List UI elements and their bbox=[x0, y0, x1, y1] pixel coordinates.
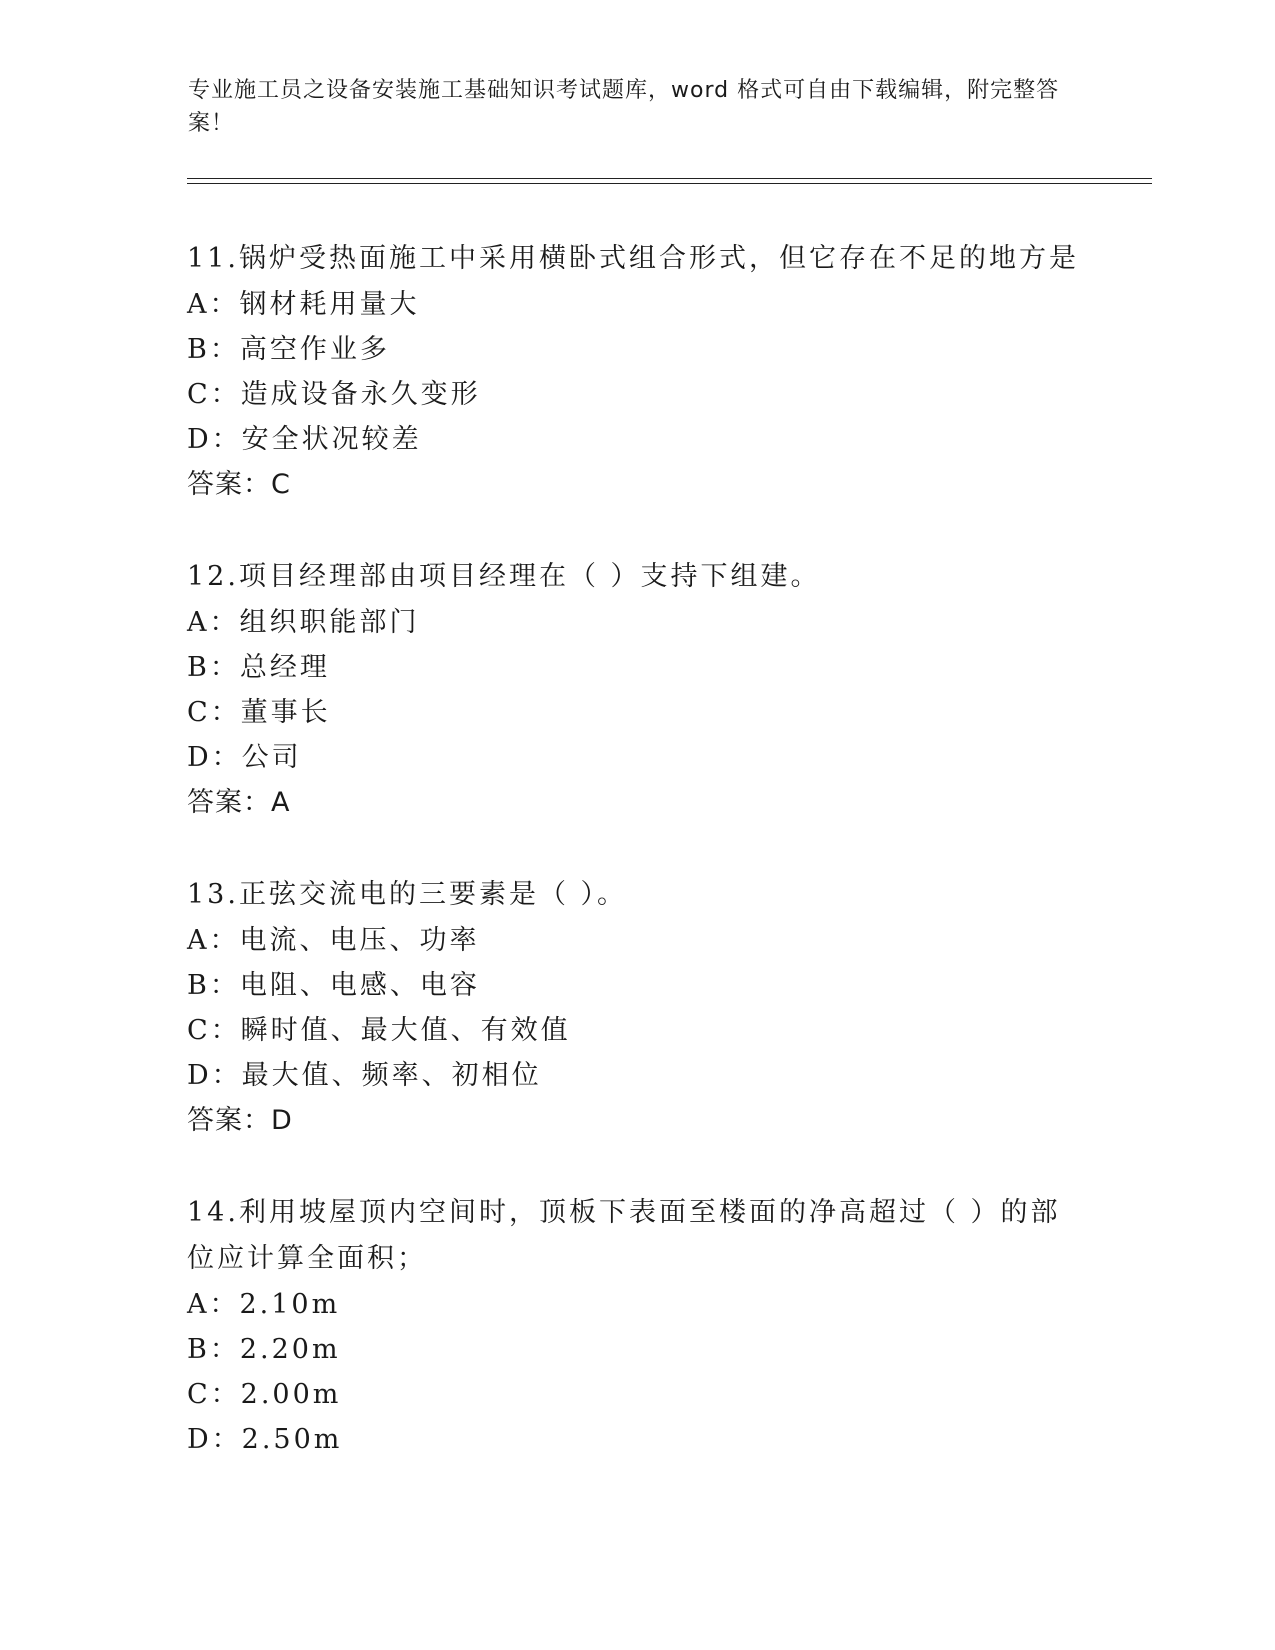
question-stem: 12.项目经理部由项目经理在（ ）支持下组建。 bbox=[187, 561, 821, 592]
question-list bbox=[187, 236, 1087, 1509]
option-d: D：最大值、频率、初相位 bbox=[187, 1060, 542, 1091]
option-d: D：安全状况较差 bbox=[187, 424, 422, 455]
answer: 答案：A bbox=[187, 787, 291, 818]
question-13 bbox=[187, 872, 1087, 1143]
option-b: B：高空作业多 bbox=[187, 334, 390, 365]
question-11 bbox=[187, 236, 1087, 507]
option-d: D：公司 bbox=[187, 742, 302, 773]
question-stem: 13.正弦交流电的三要素是（ ）。 bbox=[187, 879, 628, 910]
question-stem: 14.利用坡屋顶内空间时，顶板下表面至楼面的净高超过（ ）的部位应计算全面积； bbox=[187, 1197, 1061, 1274]
option-c: C：董事长 bbox=[187, 697, 331, 728]
option-a: A：电流、电压、功率 bbox=[187, 925, 480, 956]
header-divider-top bbox=[187, 178, 1152, 179]
question-stem: 11.锅炉受热面施工中采用横卧式组合形式，但它存在不足的地方是 bbox=[187, 243, 1079, 274]
answer: 答案：D bbox=[187, 1105, 293, 1136]
header-divider-bottom bbox=[187, 183, 1152, 184]
answer: 答案：C bbox=[187, 469, 291, 500]
document-header: 专业施工员之设备安装施工基础知识考试题库，word 格式可自由下载编辑，附完整答案！ bbox=[188, 78, 1060, 136]
option-a: A：组织职能部门 bbox=[187, 607, 420, 638]
option-d: D：2.50m bbox=[187, 1424, 343, 1455]
option-a: A：2.10m bbox=[187, 1289, 341, 1320]
option-b: B：电阻、电感、电容 bbox=[187, 970, 480, 1001]
option-c: C：瞬时值、最大值、有效值 bbox=[187, 1015, 571, 1046]
option-c: C：2.00m bbox=[187, 1379, 342, 1410]
question-12 bbox=[187, 554, 1087, 825]
option-c: C：造成设备永久变形 bbox=[187, 379, 481, 410]
option-b: B：总经理 bbox=[187, 652, 330, 683]
option-a: A：钢材耗用量大 bbox=[187, 289, 420, 320]
question-14 bbox=[187, 1190, 1087, 1462]
option-b: B：2.20m bbox=[187, 1334, 341, 1365]
